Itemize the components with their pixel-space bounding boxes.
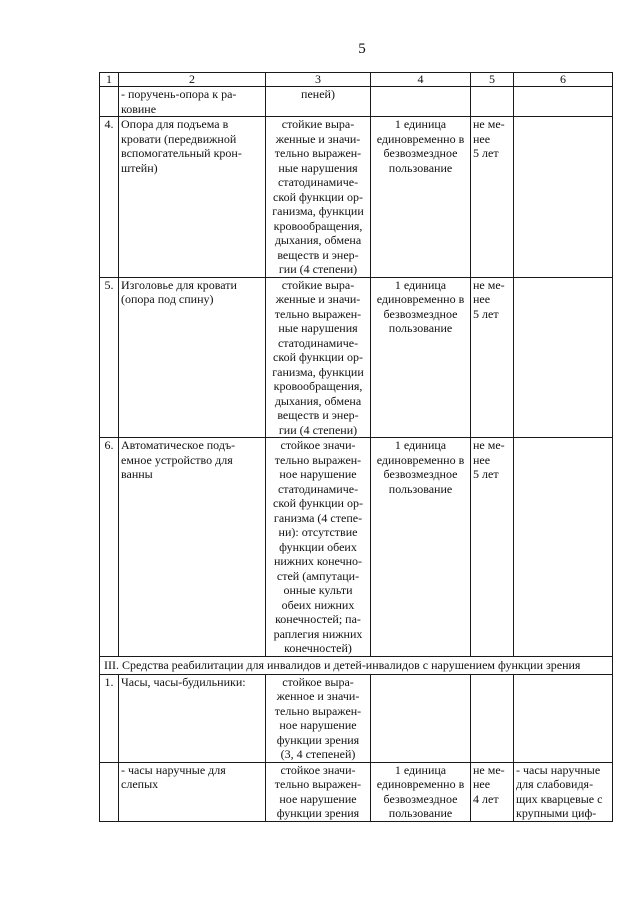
item-name: Изголовье для кровати (опора под спину) — [119, 277, 266, 438]
item-term: не ме- нее 5 лет — [471, 438, 514, 657]
column-header: 5 — [471, 73, 514, 87]
item-name: - поручень-опора к ра- ковине — [119, 87, 266, 117]
item-indication: пеней) — [266, 87, 371, 117]
item-note — [514, 674, 613, 762]
table-row — [100, 117, 613, 278]
item-term — [471, 87, 514, 117]
item-name: Автоматическое подъ- емное устройство для ванны — [119, 438, 266, 657]
column-header: 6 — [514, 73, 613, 87]
item-quantity: 1 единица единовременно в безвозмездное пользование — [371, 762, 471, 821]
table-row — [100, 762, 613, 821]
item-name: Опора для подъема в кровати (передвижной вспомогательный крон- штейн) — [119, 117, 266, 278]
column-header: 1 — [100, 73, 119, 87]
item-note — [514, 277, 613, 438]
item-indication: стойкие выра- женные и значи- тельно выражен- ные нарушения статодинамиче- ской функции ор- ганизма, функции кровообращения, дыхания, обмена веществ и энер- гии (4 степени) — [266, 277, 371, 438]
item-note: - часы наручные для слабовидя- щих кварцевые с крупными циф- — [514, 762, 613, 821]
item-number — [100, 87, 119, 117]
table-row — [100, 87, 613, 117]
item-term: не ме- нее 4 лет — [471, 762, 514, 821]
item-number: 1. — [100, 674, 119, 762]
item-note — [514, 117, 613, 278]
item-name: - часы наручные для слепых — [119, 762, 266, 821]
item-quantity — [371, 87, 471, 117]
item-indication: стойкое значи- тельно выражен- ное нарушение функции зрения — [266, 762, 371, 821]
column-number-header-row — [100, 73, 613, 87]
column-header: 3 — [266, 73, 371, 87]
item-quantity: 1 единица единовременно в безвозмездное пользование — [371, 117, 471, 278]
item-note — [514, 87, 613, 117]
table-row — [100, 674, 613, 762]
item-term: не ме- нее 5 лет — [471, 117, 514, 278]
item-number: 4. — [100, 117, 119, 278]
rehabilitation-means-table — [99, 72, 613, 822]
item-indication: стойкое выра- женное и значи- тельно выражен- ное нарушение функции зрения (3, 4 степеней) — [266, 674, 371, 762]
page-number: 5 — [358, 41, 366, 57]
item-number: 5. — [100, 277, 119, 438]
table-row — [100, 277, 613, 438]
item-note — [514, 438, 613, 657]
item-term — [471, 674, 514, 762]
section-heading-row — [100, 656, 613, 674]
item-number — [100, 762, 119, 821]
item-indication: стойкие выра- женные и значи- тельно выражен- ные нарушения статодинамиче- ской функции ор- ганизма, функции кровообращения, дыхания, обмена веществ и энер- гии (4 степени) — [266, 117, 371, 278]
item-number: 6. — [100, 438, 119, 657]
section-heading: III. Средства реабилитации для инвалидов и детей-инвалидов с нарушением функции зрения — [100, 656, 613, 674]
column-header: 2 — [119, 73, 266, 87]
item-indication: стойкое значи- тельно выражен- ное нарушение статодинамиче- ской функции ор- ганизма (4 степе- ни): отсутствие функции обеих нижних конечно- стей (ампутаци- онные культи обеих нижних конечностей; па- раплегия нижних конечностей) — [266, 438, 371, 657]
item-quantity: 1 единица единовременно в безвозмездное пользование — [371, 438, 471, 657]
table-row — [100, 438, 613, 657]
column-header: 4 — [371, 73, 471, 87]
item-term: не ме- нее 5 лет — [471, 277, 514, 438]
item-name: Часы, часы-будильники: — [119, 674, 266, 762]
item-quantity — [371, 674, 471, 762]
item-quantity: 1 единица единовременно в безвозмездное пользование — [371, 277, 471, 438]
